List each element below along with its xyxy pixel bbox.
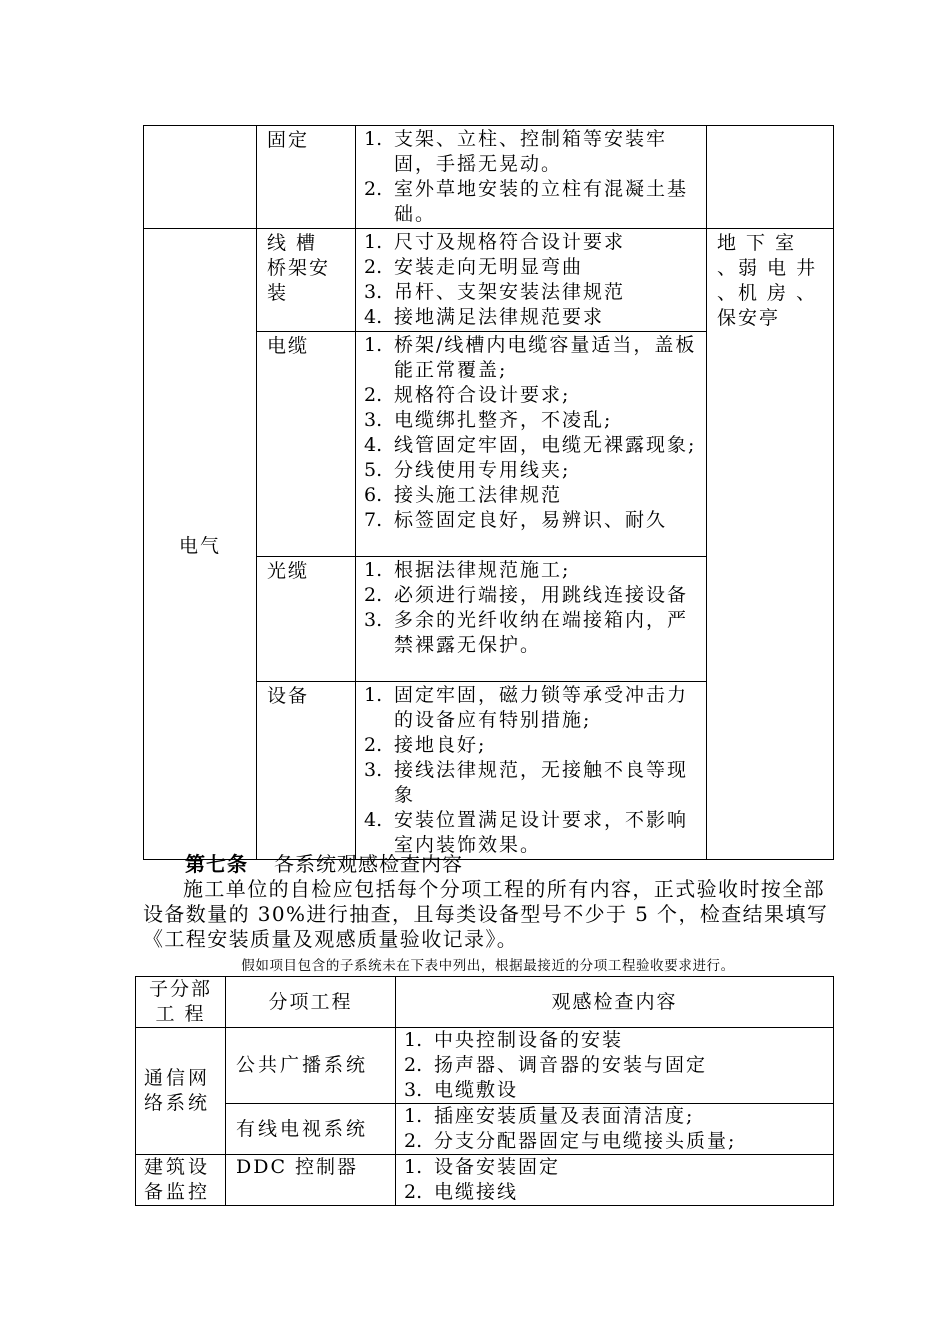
- list-item: [356, 508, 706, 533]
- list-item: [356, 255, 706, 280]
- item-text: 安装位置满足设计要求，不影响室内装饰效果。: [394, 809, 689, 856]
- list-item: [356, 333, 706, 383]
- list-item: [356, 177, 706, 227]
- item-text: 室外草地安装的立柱有混凝土基础。: [394, 178, 689, 225]
- checks-cell: [396, 1155, 834, 1206]
- item-number: 5.: [364, 459, 383, 481]
- item-number: 1.: [404, 1156, 423, 1178]
- item-text: 接地满足法律规范要求: [394, 306, 605, 328]
- location-cell: [707, 229, 834, 860]
- item-text: 必须进行端接，用跳线连接设备: [394, 584, 689, 606]
- item-text: 规格符合设计要求;: [394, 384, 571, 406]
- subsystem-label: 通信网络系统: [144, 1067, 211, 1114]
- item-cell: [257, 682, 356, 860]
- item-number: 3.: [364, 409, 383, 431]
- list-item: [396, 1028, 833, 1053]
- item-label: 固定: [267, 129, 310, 151]
- item-text: 分支分配器固定与电缆接头质量;: [434, 1130, 737, 1152]
- project-cell: [226, 1104, 396, 1155]
- check-list: [396, 1028, 833, 1103]
- item-number: 1.: [364, 559, 383, 581]
- item-text: 支架、立柱、控制箱等安装牢固，手摇无晃动。: [394, 128, 668, 175]
- item-text: 多余的光纤收纳在端接箱内，严禁裸露无保护。: [394, 609, 689, 656]
- item-number: 4.: [364, 306, 383, 328]
- check-list: [356, 229, 706, 331]
- item-text: 电缆敷设: [434, 1079, 519, 1101]
- item-text: 桥架/线槽内电缆容量适当，盖板能正常覆盖;: [394, 334, 697, 381]
- article-heading: [185, 851, 463, 877]
- item-text: 电缆绑扎整齐，不凌乱;: [394, 409, 613, 431]
- table-row: [144, 126, 834, 229]
- column-header: [136, 977, 226, 1028]
- category-cell: [144, 229, 257, 860]
- list-item: [356, 127, 706, 177]
- check-list: [356, 682, 706, 859]
- item-cell: [257, 126, 356, 229]
- item-text: 扬声器、调音器的安装与固定: [434, 1054, 708, 1076]
- item-label: 设备: [267, 685, 310, 707]
- list-item: [356, 758, 706, 808]
- item-text: 分线使用专用线夹;: [394, 459, 571, 481]
- checks-cell: [396, 1104, 834, 1155]
- article-title: 各系统观感检查内容: [274, 852, 463, 876]
- list-item: [356, 558, 706, 583]
- check-list: [356, 126, 706, 228]
- table-header-row: [136, 977, 834, 1028]
- project-cell: [226, 1028, 396, 1104]
- item-number: 2.: [364, 256, 383, 278]
- item-number: 3.: [364, 609, 383, 631]
- list-item: [396, 1104, 833, 1129]
- item-number: 1.: [364, 334, 383, 356]
- project-label: 有线电视系统: [236, 1117, 369, 1140]
- item-number: 1.: [364, 128, 383, 150]
- item-number: 6.: [364, 484, 383, 506]
- item-number: 1.: [404, 1029, 423, 1051]
- column-header: [226, 977, 396, 1028]
- list-item: [356, 483, 706, 508]
- checks-cell: [356, 332, 707, 557]
- table-row: [136, 1028, 834, 1104]
- list-item: [396, 1180, 833, 1205]
- item-number: 4.: [364, 434, 383, 456]
- item-text: 根据法律规范施工;: [394, 559, 571, 581]
- item-number: 2.: [364, 584, 383, 606]
- list-item: [356, 458, 706, 483]
- subsystem-cell: [136, 1028, 226, 1155]
- inspection-table-electrical: [143, 125, 834, 860]
- list-item: [356, 383, 706, 408]
- category-label: 电气: [178, 534, 221, 557]
- item-label: 线 槽 桥架安装: [267, 232, 331, 304]
- item-number: 2.: [364, 734, 383, 756]
- item-text: 中央控制设备的安装: [434, 1029, 624, 1051]
- list-item: [356, 583, 706, 608]
- check-list: [396, 1155, 833, 1205]
- article-paragraph: 施工单位的自检应包括每个分项工程的所有内容，正式验收时按全部设备数量的 30%进行抽查，且每类设备型号不少于 5 个，检查结果填写《工程安装质量及观感质量验收记录》。: [143, 877, 829, 951]
- list-item: [396, 1053, 833, 1078]
- checks-cell: [356, 126, 707, 229]
- item-text: 安装走向无明显弯曲: [394, 256, 584, 278]
- item-number: 2.: [404, 1054, 423, 1076]
- item-number: 1.: [364, 684, 383, 706]
- item-text: 固定牢固，磁力锁等承受冲击力的设备应有特别措施;: [394, 684, 689, 731]
- list-item: [396, 1129, 833, 1154]
- header-project: 分项工程: [268, 990, 353, 1013]
- list-item: [396, 1078, 833, 1103]
- item-number: 3.: [364, 759, 383, 781]
- item-text: 线管固定牢固，电缆无裸露现象;: [394, 434, 697, 456]
- item-label: 电缆: [267, 335, 310, 357]
- list-item: [356, 733, 706, 758]
- header-checks: 观感检查内容: [551, 990, 678, 1013]
- item-number: 4.: [364, 809, 383, 831]
- list-item: [356, 408, 706, 433]
- item-number: 3.: [404, 1079, 423, 1101]
- item-number: 2.: [364, 178, 383, 200]
- subsystem-cell: [136, 1155, 226, 1206]
- subsystem-label: 建筑设备监控: [144, 1156, 211, 1203]
- check-list: [356, 332, 706, 534]
- item-text: 尺寸及规格符合设计要求: [394, 231, 626, 253]
- header-subsystem: 子分部工 程: [148, 978, 212, 1025]
- check-list: [356, 557, 706, 659]
- list-item: [356, 433, 706, 458]
- project-label: DDC 控制器: [236, 1156, 359, 1178]
- item-label: 光缆: [267, 560, 310, 582]
- checks-cell: [356, 682, 707, 860]
- item-number: 7.: [364, 509, 383, 531]
- list-item: [356, 608, 706, 658]
- list-item: [356, 280, 706, 305]
- item-text: 设备安装固定: [434, 1156, 561, 1178]
- list-item: [356, 230, 706, 255]
- project-label: 公共广播系统: [236, 1054, 369, 1076]
- item-text: 接地良好;: [394, 734, 487, 756]
- checks-cell: [356, 229, 707, 332]
- item-number: 2.: [364, 384, 383, 406]
- project-cell: [226, 1155, 396, 1206]
- item-text: 插座安装质量及表面清洁度;: [434, 1105, 695, 1127]
- check-list: [396, 1104, 833, 1154]
- inspection-table-systems: [135, 976, 834, 1206]
- column-header: [396, 977, 834, 1028]
- item-number: 2.: [404, 1181, 423, 1203]
- item-cell: [257, 229, 356, 332]
- table-row: [136, 1104, 834, 1155]
- item-number: 1.: [404, 1105, 423, 1127]
- list-item: [396, 1155, 833, 1180]
- item-cell: [257, 557, 356, 682]
- item-text: 接线法律规范，无接触不良等现象: [394, 759, 689, 806]
- item-text: 电缆接线: [434, 1181, 519, 1203]
- location-label: 地 下 室 、弱 电 井 、机 房 、 保安亭: [717, 232, 818, 329]
- item-text: 接头施工法律规范: [394, 484, 563, 506]
- article-label: 第七条: [185, 852, 248, 876]
- checks-cell: [396, 1028, 834, 1104]
- list-item: [356, 683, 706, 733]
- location-cell-empty: [707, 126, 834, 229]
- item-number: 2.: [404, 1130, 423, 1152]
- table-row: [136, 1155, 834, 1206]
- category-cell-empty: [144, 126, 257, 229]
- table-note: 假如项目包含的子系统未在下表中列出，根据最接近的分项工程验收要求进行。: [241, 958, 735, 974]
- item-number: 3.: [364, 281, 383, 303]
- item-cell: [257, 332, 356, 557]
- item-number: 1.: [364, 231, 383, 253]
- list-item: [356, 305, 706, 330]
- table-row: [144, 229, 834, 332]
- checks-cell: [356, 557, 707, 682]
- item-text: 吊杆、支架安装法律规范: [394, 281, 626, 303]
- item-text: 标签固定良好，易辨识、耐久: [394, 509, 668, 531]
